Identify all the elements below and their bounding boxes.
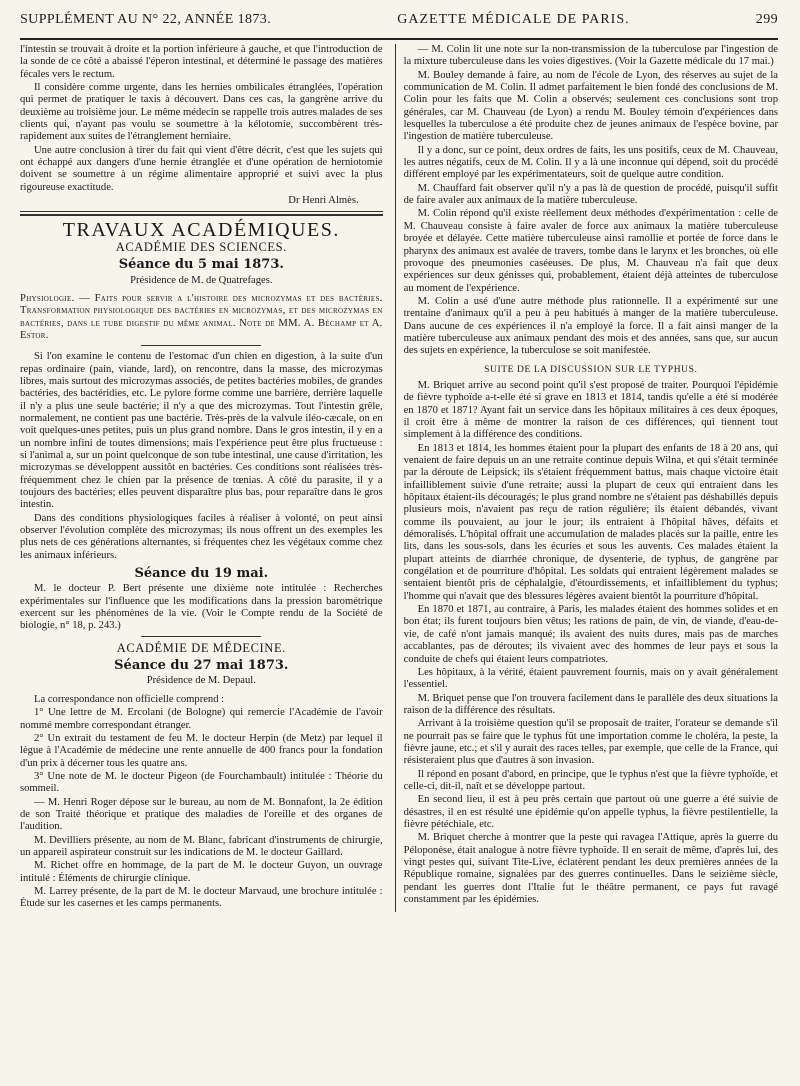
divider [141,345,261,346]
body-paragraph: M. Colin répond qu'il existe réellement deux méthodes d'expérimentation : celle de M. Chauveau consiste à faire avaler de force aux animaux la matière tuberculeuse broyée et délayée. Cette matière tuberculeuse ainsi ramollie et portée de force dans le pharynx des animaux est avalée de travers, tombe dans le larynx et les bronches, où elle provoque des pneumonies caséeuses. De plus, M. Chauveau n'a fait que deux expériences sur deux génisses qui, probablement, étaient déjà atteintes de tuberculose au moment de l'expérience. [403,208,778,294]
divider [141,636,261,637]
right-column [404,44,778,912]
body-paragraph: Dans des conditions physiologiques faciles à réaliser à volonté, on peut ainsi observer l'évolution complète des microzymas; ils nous offrent un des exemples les plus nets de ces générations alternantes, si fréquentes chez les végétaux comme chez les animaux inférieurs. [20,512,383,561]
session-heading: Séance du 27 mai 1873. [114,658,289,674]
page-number: 299 [755,12,778,27]
session-heading: Séance du 19 mai. [134,566,269,582]
discussion-heading: SUITE DE LA DISCUSSION SUR LE TYPHUS. [484,364,698,375]
body-paragraph: M. Colin a usé d'une autre méthode plus rationnelle. Il a expérimenté sur une trentaine d'animaux qu'il a peu à peu habitués à manger de la matière tuberculeuse. Dans aucune de ces expériences il n'a employé la force. Il a fait ainsi manger de la matière tuberculeuse aux animaux pendant des mois et des années, sans que, sur aucun des sujets en expérience, la tuberculose se soit manifestée. [403,295,778,357]
list-item: — M. Henri Roger dépose sur le bureau, au nom de M. Bonnafont, la 2e édition de son Traité théorique et pratique des maladies de l'oreille et des organes de l'audition. [20,796,383,833]
header-journal-title: GAZETTE MÉDICALE DE PARIS. [397,12,630,27]
left-column [20,44,391,912]
body-paragraph: M. Briquet pense que l'on trouvera facilement dans le parallèle des deux situations la raison de la différence des résultats. [403,692,778,716]
note-title: Physiologie. — Faits pour servir a l'histoire des microzymas et des bactéries. Transformation physiologique des bactéries en microzymas, et des microzymas en bactéries, dans le tube digestif du même animal. Note de MM. A. Béchamp et A. Estor. [20,292,383,341]
body-paragraph: M. Briquet arrive au second point qu'il s'est proposé de traiter. Pourquoi l'épidémie de fièvre typhoïde a-t-elle été si grave en 1813 et 1814, tandis qu'elle a été si modérée en 1870 et 1871? Ayant fait un service dans les hôpitaux militaires à ces deux époques, il croit être à même de montrer la raison de ces différences, qui tiennent tout simplement à la différence des conditions. [403,379,778,441]
divider [20,211,383,212]
body-paragraph: M. Chauffard fait observer qu'il n'y a pas là de question de procédé, puisqu'il suffit de faire avaler aux animaux de la matière tuberculeuse. [403,182,778,207]
columns [20,44,778,912]
body-paragraph: — M. Colin lit une note sur la non-transmission de la tuberculose par l'ingestion de la mixture tuberculeuse dans les voies digestives. (Voir la Gazette médicale du 17 mai.) [403,44,778,68]
body-paragraph: Il répond en posant d'abord, en principe, que le typhus n'est que la fièvre typhoïde, et celle-ci, dit-il, naît et se développe partout. [403,768,778,792]
body-paragraph: M. Bouley demande à faire, au nom de l'école de Lyon, des réserves au sujet de la communication de M. Colin. Il admet parfaitement le bien fondé des conclusions de M. Colin pour les faits que M. Colin a observés; seulement ces conclusions sont trop générales, car M. Chauveau (de Lyon) a rendu M. Bouley témoin d'expériences dans lesquelles la tuberculose a été produite chez de jeunes animaux de l'espèce bovine, par l'ingestion de matière tuberculeuse. [403,69,778,143]
session-heading: Séance du 5 mai 1873. [118,257,284,273]
header-supplement: SUPPLÉMENT AU N° 22, ANNÉE 1873. [20,12,272,27]
intro-paragraph: Il considère comme urgente, dans les hernies ombilicales étranglées, l'opération qui permet de pratiquer le taxis à découvert. Dans ces cas, la gangrène arrive du deuxième au troisième jour. Le même médecin se rappelle trois autres malades de ses clients qui, n'ayant pas voulu se soumettre à la kélotomie, succombèrent très-rapidement aux suites de l'étranglement herniaire. [20,82,383,143]
presidency-line: Présidence de M. Depaul. [146,675,256,687]
presidency-line: Présidence de M. de Quatrefages. [130,274,273,286]
author-signature: Dr Henri Almès. [288,195,359,207]
body-paragraph: En 1870 et 1871, au contraire, à Paris, les malades étaient des hommes solides et en bon état; ils furent toujours bien vêtus; les rations de pain, de vin, de viande, d'eau-de-vie, de café n'ont jamais manqué; ils avaient des nuits dures, mais pas de marches accablantes, pas de déroutes; ils vivaient avec des hommes de leur pays et sous la conduite de chefs qui étaient leurs compatriotes. [403,604,778,665]
body-paragraph: En second lieu, il est à peu près certain que partout où une guerre a été suivie de désastres, il en est résulté une épidémie qu'on appelle typhus, la fièvre pestilentielle, la fièvre pétéchiale, etc. [403,794,778,830]
divider [20,214,383,216]
body-paragraph: M. Briquet cherche à montrer que la peste qui ravagea l'Attique, après la guerre du Péloponèse, était analogue à notre fièvre typhoïde. Il en serait de même, d'après lui, des vingt pestes qui, suivant Tite-Live, éclatèrent pendant les deux premières années de la République romaine, signalées par des guerres continuelles. Dans le seizième siècle, pendant les guerres dont l'Italie fut le théâtre permanent, ce pays fut ravagé constamment par les épidémies. [403,832,778,906]
intro-paragraph: Une autre conclusion à tirer du fait qui vient d'être décrit, c'est que les sujets qui ont échappé aux dangers d'une hernie étranglée et d'une opération de herniotomie doivent se soumettre à un régime alimentaire approprié et suivi avec la plus rigoureuse exactitude. [20,144,383,193]
body-paragraph: En 1813 et 1814, les hommes étaient pour la plupart des enfants de 18 à 20 ans, qui venaient de faire depuis un an une retraite continue depuis Wilna, et qui s'était terminée par la déroute de Leipsick; ils s'étaient fréquemment battus, mais chaque victoire était infailliblement suivie d'une retraite; aussi la plupart de ceux qui entraient dans les hôpitaux étaient-ils découragés; le plus grand nombre ne s'étaient pas déshabillés depuis plusieurs mois, n'avaient pas reçu de ration régulière; ils étaient débandés, vivant comme ils pouvaient, au jour le jour; ils entraient à l'hôpital hâves, défaits et démoralisés. L'hôpital offrait une accumulation de malades placés sur la paille, entre les lits, dans les sous-sols, dans les écuries et sous les auvents. Ces malades étaient la plupart atteints de diarrhée chronique, de dysenterie, de typhus, de gangrène par congélation et de pourriture d'hôpital. Les soldats qui entraient légèrement malades se sentaient bientôt pris de céphalalgie, d'étourdissements, et infailliblement du typhus; l'homme qui n'avait que des blessures légères avaient bientôt la pourriture d'hôpital. [403,442,778,602]
body-paragraph: M. le docteur P. Bert présente une dixième note intitulée : Recherches expérimentales sur l'influence que les modifications dans la pression barométrique exercent sur les phénomènes de la vie. (Voir le Compte rendu de la Société de biologie, n° 18, p. 243.) [20,583,383,632]
column-rule [395,44,396,912]
list-item: M. Richet offre en hommage, de la part de M. le docteur Guyon, un ouvrage intitulé : Éléments de chirurgie clinique. [20,860,383,884]
list-item: La correspondance non officielle comprend : [34,693,225,705]
intro-paragraph: l'intestin se trouvait à droite et la portion inférieure à gauche, et que l'introduction de la sonde de ce côté a abaissé l'éperon intestinal, et déterminé le passage des matières fécales vers le rectum. [20,44,383,80]
body-paragraph: Il y a donc, sur ce point, deux ordres de faits, les uns positifs, ceux de M. Chauveau, les autres négatifs, ceux de M. Colin. Il y a là une inconnue qui dépend, soit du procédé différent employé par les expérimentateurs, soit de quelque autre condition. [403,144,778,181]
list-item: 2° Un extrait du testament de feu M. le docteur Herpin (de Metz) par lequel il lègue à l'Académie de médecine une rente annuelle de 400 francs pour la fondation d'un prix à décerner tous les quatre ans. [20,732,383,769]
body-paragraph: Arrivant à la troisième question qu'il se proposait de traiter, l'orateur se demande s'il ne pourrait pas se faire que le typhus fût une importation comme le choléra, la peste, la fièvre jaune, etc.; et s'il y aurait des races telles, par exemple, que celle de la France, qui résisteraient plus que d'autres à son invasion. [403,718,778,767]
academy-heading: ACADÉMIE DES SCIENCES. [115,239,287,254]
academy-heading: ACADÉMIE DE MÉDECINE. [116,640,286,655]
list-item: M. Devilliers présente, au nom de M. Blanc, fabricant d'instruments de chirurgie, un appareil aspirateur construit sur les indications de M. le docteur Gaillard. [20,834,383,858]
body-paragraph: Les hôpitaux, à la vérité, étaient pauvrement fournis, mais on y avait généralement l'essentiel. [403,666,778,691]
body-paragraph: Si l'on examine le contenu de l'estomac d'un chien en digestion, à la suite d'un repas ordinaire (pain, viande, lard), on rencontre, dans la masse, des microzymas libres, mais surtout des microzymas associés, de petites bactéries mobiles, de grandes bactéries, des bactéridies, etc. Le pylore forme comme une barrière, derrière laquelle il n'y a plus une seule bactérie; il n'y a que des microzymas. Tout l'intestin grêle, normalement, ne contient pas une bactérie. Très-près de la valvule iléo-cæcale, on en voit quelques-unes petites, puis un plus grand nombre. Dans le gros intestin, il y en a un nombre infini de toutes dimensions; mais l'expérience peut être plus fructueuse : si l'animal a, sur un point quelconque de son tube intestinal, une cause d'irritation, les microzymas se développent aussitôt en bactéries. Ces conditions sont réalisées très-fréquemment chez le chien par la présence de tœnias. A côté du parasite, il y a toujours des bactéries; elles peuvent disparaître plus bas, pour reparaître dans le gros intestin. [20,351,383,511]
correspondence-list [20,694,383,911]
list-item: M. Larrey présente, de la part de M. le docteur Marvaud, une brochure intitulée : Étude sur les casernes et les camps permanents. [20,885,383,910]
list-item: 1° Une lettre de M. Ercolani (de Bologne) qui remercie l'Académie de l'avoir nommé membre correspondant étranger. [20,707,383,731]
section-title: TRAVAUX ACADÉMIQUES. [62,219,340,242]
list-item: 3° Une note de M. le docteur Pigeon (de Fourchambault) intitulée : Théorie du sommeil. [20,770,383,795]
page-header [20,12,778,40]
